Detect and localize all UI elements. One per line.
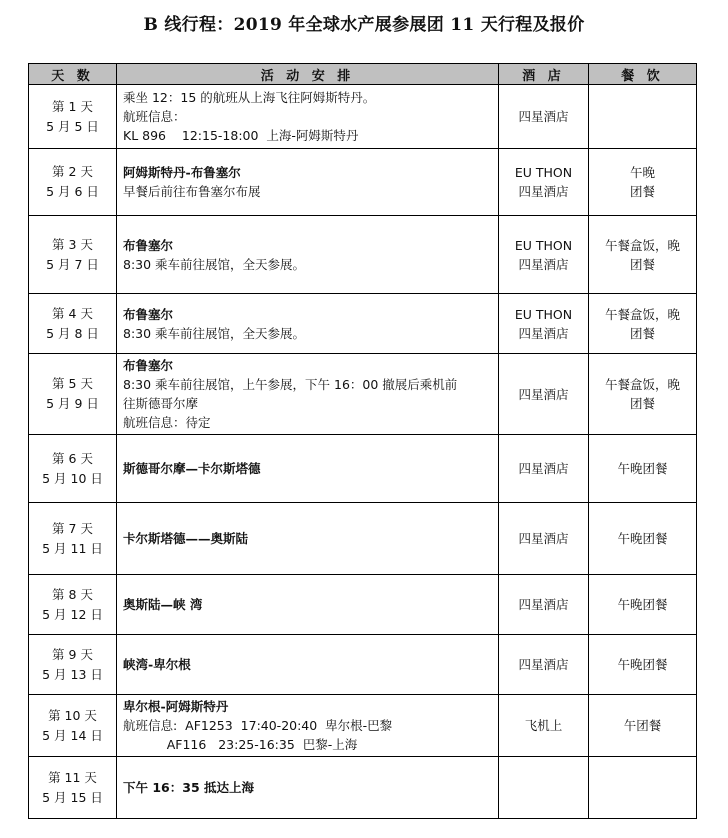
hotel-cell: [499, 294, 589, 354]
day-date: 5 月 14 日: [42, 727, 103, 743]
activity-heading: 卑尔根-阿姆斯特丹: [123, 699, 229, 714]
activity-line: 早餐后前往布鲁塞尔布展: [123, 184, 261, 199]
meal-line: 午餐盒饭，晚: [604, 377, 680, 392]
hotel-line: 四星酒店: [518, 461, 569, 476]
meal-cell: [589, 635, 697, 695]
activity-heading: 阿姆斯特丹-布鲁塞尔: [123, 165, 241, 180]
activity-heading: 布鲁塞尔: [123, 237, 174, 253]
meal-line: 午餐盒饭，晚: [604, 306, 680, 322]
meal-line: 团餐: [629, 184, 655, 199]
day-date: 5 月 10 日: [42, 470, 103, 486]
hotel-cell: [499, 149, 589, 216]
activity-line: 8:30 乘车前往展馆，上午参展，下午 16：00 撤展后乘机前: [123, 377, 458, 392]
meal-line: 团餐: [629, 256, 655, 272]
day-date: 5 月 13 日: [42, 666, 103, 682]
meal-cell: [589, 149, 697, 216]
day-cell: [29, 149, 117, 216]
activity-line: 8:30 乘车前往展馆，全天参展。: [123, 256, 306, 272]
hotel-line: 四星酒店: [518, 256, 569, 272]
hotel-cell: [499, 85, 589, 149]
activity-cell: [117, 294, 499, 354]
header-meal: 餐 饮: [589, 64, 697, 85]
meal-cell: [589, 435, 697, 503]
hotel-line: 四星酒店: [518, 109, 569, 124]
table-header-row: [29, 64, 697, 85]
meal-line: 午晚团餐: [617, 597, 668, 612]
day-date: 5 月 8 日: [46, 325, 99, 341]
activity-heading: 下午 16：35 抵达上海: [123, 780, 254, 795]
hotel-cell: [499, 216, 589, 294]
meal-line: 团餐: [629, 325, 655, 341]
hotel-cell: [499, 757, 589, 819]
hotel-line: 四星酒店: [518, 657, 569, 672]
activity-line: 航班信息：: [123, 109, 186, 124]
day-cell: [29, 575, 117, 635]
table-row: [29, 149, 697, 216]
activity-line: 乘坐 12：15 的航班从上海飞往阿姆斯特丹。: [123, 90, 376, 105]
day-number: 第 1 天: [52, 98, 93, 114]
hotel-cell: [499, 435, 589, 503]
header-day: 天 数: [29, 64, 117, 85]
meal-cell: [589, 695, 697, 757]
activity-heading: 布鲁塞尔: [123, 358, 174, 373]
meal-line: 午晚团餐: [617, 657, 668, 672]
activity-cell: [117, 216, 499, 294]
meal-line: 午餐盒饭，晚: [604, 237, 680, 253]
meal-line: 午晚: [629, 165, 655, 180]
table-row: [29, 635, 697, 695]
day-number: 第 5 天: [52, 376, 93, 391]
table-row: [29, 294, 697, 354]
activity-cell: [117, 575, 499, 635]
meal-cell: [589, 216, 697, 294]
activity-heading: 卡尔斯塔德——奥斯陆: [123, 531, 249, 546]
activity-cell: [117, 757, 499, 819]
meal-cell: [589, 294, 697, 354]
table-row: [29, 575, 697, 635]
table-row: [29, 503, 697, 575]
day-number: 第 9 天: [52, 646, 93, 662]
day-cell: [29, 695, 117, 757]
meal-cell: [589, 757, 697, 819]
day-number: 第 7 天: [52, 520, 93, 536]
activity-heading: 峡湾-卑尔根: [123, 657, 191, 672]
hotel-line: EU THON: [514, 306, 573, 322]
hotel-line: 四星酒店: [518, 597, 569, 612]
header-hotel: 酒 店: [499, 64, 589, 85]
hotel-cell: [499, 575, 589, 635]
day-cell: [29, 435, 117, 503]
hotel-line: EU THON: [514, 237, 573, 253]
day-number: 第 3 天: [52, 236, 93, 252]
day-cell: [29, 635, 117, 695]
activity-line: AF116 23:25-16:35 巴黎-上海: [123, 737, 358, 752]
hotel-line: 四星酒店: [518, 386, 569, 402]
day-cell: [29, 216, 117, 294]
day-date: 5 月 9 日: [46, 396, 99, 411]
activity-cell: [117, 354, 499, 435]
activity-cell: [117, 503, 499, 575]
hotel-line: EU THON: [514, 165, 573, 180]
page-title: B 线行程：2019 年全球水产展参展团 11 天行程及报价: [143, 15, 585, 35]
day-number: 第 4 天: [52, 305, 93, 321]
table-row: [29, 354, 697, 435]
table-row: [29, 757, 697, 819]
day-date: 5 月 11 日: [42, 540, 103, 556]
activity-heading: 奥斯陆—峡 湾: [123, 597, 203, 612]
day-cell: [29, 354, 117, 435]
hotel-line: 四星酒店: [518, 531, 569, 546]
meal-line: 午晚团餐: [617, 531, 668, 546]
hotel-line: 飞机上: [524, 718, 563, 733]
day-number: 第 2 天: [52, 164, 93, 179]
meal-cell: [589, 354, 697, 435]
day-cell: [29, 85, 117, 149]
hotel-line: 四星酒店: [518, 184, 569, 199]
activity-cell: [117, 695, 499, 757]
hotel-line: 四星酒店: [518, 325, 569, 341]
day-date: 5 月 5 日: [46, 118, 99, 134]
meal-cell: [589, 85, 697, 149]
activity-heading: 斯德哥尔摩—卡尔斯塔德: [123, 461, 261, 476]
activity-cell: [117, 149, 499, 216]
day-date: 5 月 12 日: [42, 606, 103, 622]
hotel-cell: [499, 503, 589, 575]
activity-heading: 布鲁塞尔: [123, 306, 174, 322]
meal-cell: [589, 503, 697, 575]
day-date: 5 月 15 日: [42, 789, 103, 805]
table-row: [29, 695, 697, 757]
table-row: [29, 216, 697, 294]
hotel-cell: [499, 354, 589, 435]
day-number: 第 10 天: [48, 707, 97, 723]
activity-line: 航班信息: AF1253 17:40-20:40 卑尔根-巴黎: [123, 718, 393, 733]
meal-line: 午晚团餐: [617, 461, 668, 476]
meal-line: 团餐: [629, 396, 655, 411]
day-cell: [29, 503, 117, 575]
header-activity: 活 动 安 排: [117, 64, 499, 85]
meal-line: 午团餐: [623, 718, 662, 733]
itinerary-table: [28, 63, 697, 819]
day-number: 第 6 天: [52, 450, 93, 466]
activity-line: 8:30 乘车前往展馆，全天参展。: [123, 325, 306, 341]
table-row: [29, 85, 697, 149]
day-number: 第 11 天: [48, 769, 97, 785]
day-date: 5 月 6 日: [46, 184, 99, 199]
day-cell: [29, 757, 117, 819]
day-cell: [29, 294, 117, 354]
hotel-cell: [499, 695, 589, 757]
day-number: 第 8 天: [52, 586, 93, 602]
meal-cell: [589, 575, 697, 635]
activity-cell: [117, 85, 499, 149]
day-date: 5 月 7 日: [46, 256, 99, 272]
activity-cell: [117, 435, 499, 503]
activity-cell: [117, 635, 499, 695]
activity-line: KL 896 12:15-18:00 上海-阿姆斯特丹: [123, 128, 359, 143]
activity-line: 航班信息：待定: [123, 415, 211, 430]
hotel-cell: [499, 635, 589, 695]
table-row: [29, 435, 697, 503]
activity-line: 往斯德哥尔摩: [123, 396, 199, 411]
